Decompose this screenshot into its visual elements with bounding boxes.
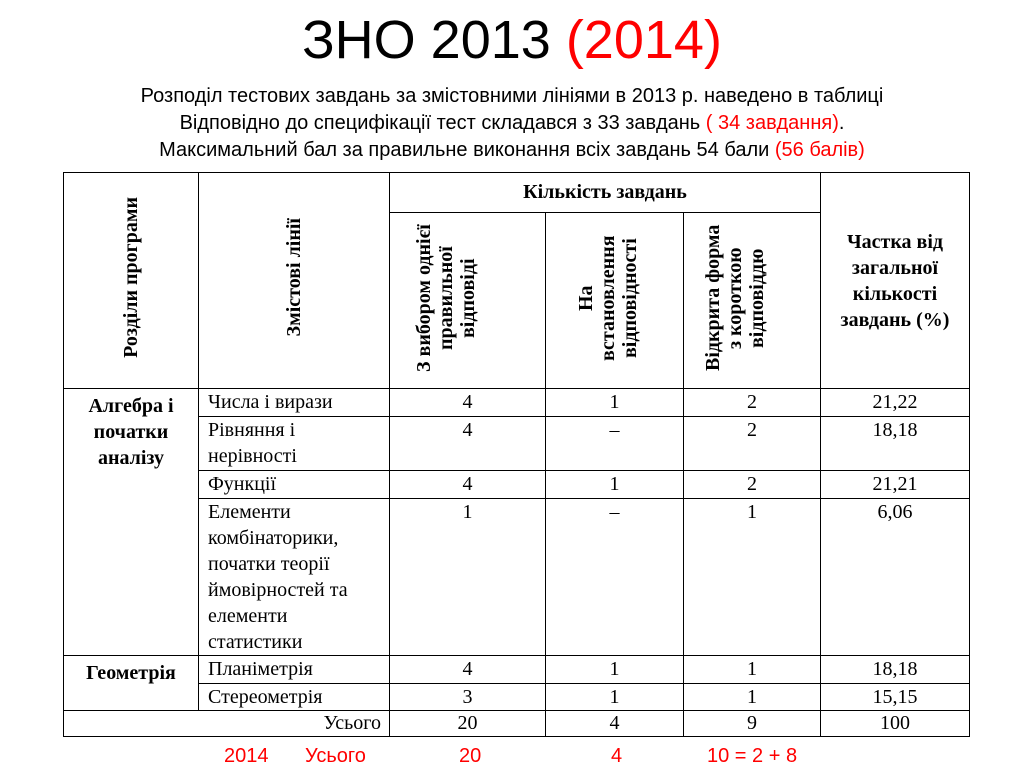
row-open: 1 <box>684 656 821 684</box>
header-choice-cell <box>390 213 546 389</box>
row-line: Планіметрія <box>199 656 390 684</box>
row-share: 6,06 <box>821 499 970 656</box>
intro-line-2-text: Відповідно до специфікації тест складався з 33 завдань <box>179 112 701 134</box>
title-year-2014: (2014) <box>565 10 722 70</box>
row-open: 2 <box>684 417 821 471</box>
row-open: 2 <box>684 389 821 417</box>
intro-line-2-end: . <box>838 112 845 134</box>
footer-open: 10 = 2 + 8 <box>707 745 798 767</box>
row-line: Числа і вирази <box>199 389 390 417</box>
row-matching: 1 <box>546 389 684 417</box>
total-choice: 20 <box>390 711 546 737</box>
row-choice: 3 <box>390 684 546 711</box>
row-share: 15,15 <box>821 684 970 711</box>
table-row <box>64 684 970 711</box>
header-share: Частка від загальної кількості завдань (%) <box>821 173 970 389</box>
intro-line-2-red: ( 34 завдання) <box>705 112 839 134</box>
row-choice: 4 <box>390 417 546 471</box>
intro-line-3-red: (56 балів) <box>774 139 865 161</box>
row-matching: 1 <box>546 471 684 499</box>
page-title <box>0 8 1024 72</box>
row-choice: 1 <box>390 499 546 656</box>
tasks-distribution-table <box>63 172 970 737</box>
total-open: 9 <box>684 711 821 737</box>
footer-matching: 4 <box>611 745 623 767</box>
row-matching: – <box>546 417 684 471</box>
row-line: Стереометрія <box>199 684 390 711</box>
table-row <box>64 499 970 656</box>
total-share: 100 <box>821 711 970 737</box>
row-choice: 4 <box>390 656 546 684</box>
total-label: Усього <box>64 711 390 737</box>
intro-line-3 <box>0 137 1024 163</box>
footer-choice: 20 <box>459 745 482 767</box>
row-share: 18,18 <box>821 417 970 471</box>
row-matching: – <box>546 499 684 656</box>
intro-line-1: Розподіл тестових завдань за змістовними лініями в 2013 р. наведено в таблиці <box>140 85 884 107</box>
table-row <box>64 389 970 417</box>
row-share: 18,18 <box>821 656 970 684</box>
row-choice: 4 <box>390 471 546 499</box>
table-row <box>64 417 970 471</box>
table-row <box>64 471 970 499</box>
total-row <box>64 711 970 737</box>
row-open: 1 <box>684 499 821 656</box>
total-matching: 4 <box>546 711 684 737</box>
header-choice: З вибором однієї правильної відповіді <box>412 223 479 372</box>
header-count: Кількість завдань <box>390 173 821 213</box>
footer-year: 2014 <box>224 745 269 767</box>
intro-line-2 <box>0 110 1024 136</box>
section-geometry: Геометрія <box>64 656 199 711</box>
header-sections-cell <box>64 173 199 389</box>
footer-label: Усього <box>305 745 366 767</box>
header-lines-cell <box>199 173 390 389</box>
intro-line-3-text: Максимальний бал за правильне виконання всіх завдань 54 бали <box>159 139 770 161</box>
header-sections: Розділи програми <box>120 197 142 358</box>
title-main: ЗНО 2013 <box>302 10 551 70</box>
row-open: 2 <box>684 471 821 499</box>
row-matching: 1 <box>546 684 684 711</box>
row-choice: 4 <box>390 389 546 417</box>
section-algebra: Алгебра і початки аналізу <box>64 389 199 656</box>
row-open: 1 <box>684 684 821 711</box>
header-lines: Змістові лінії <box>283 218 305 337</box>
header-open-cell <box>684 213 821 389</box>
row-share: 21,21 <box>821 471 970 499</box>
table-row <box>64 656 970 684</box>
row-line: Функції <box>199 471 390 499</box>
row-share: 21,22 <box>821 389 970 417</box>
row-line: Рівняння і нерівності <box>199 417 390 471</box>
row-line: Елементи комбінаторики, початки теорії ймовірностей та елементи статистики <box>199 499 390 656</box>
header-matching: На встановлення відповідності <box>574 234 641 361</box>
row-matching: 1 <box>546 656 684 684</box>
header-matching-cell <box>546 213 684 389</box>
header-open: Відкрита форма з короткою відповіддю <box>702 224 768 371</box>
